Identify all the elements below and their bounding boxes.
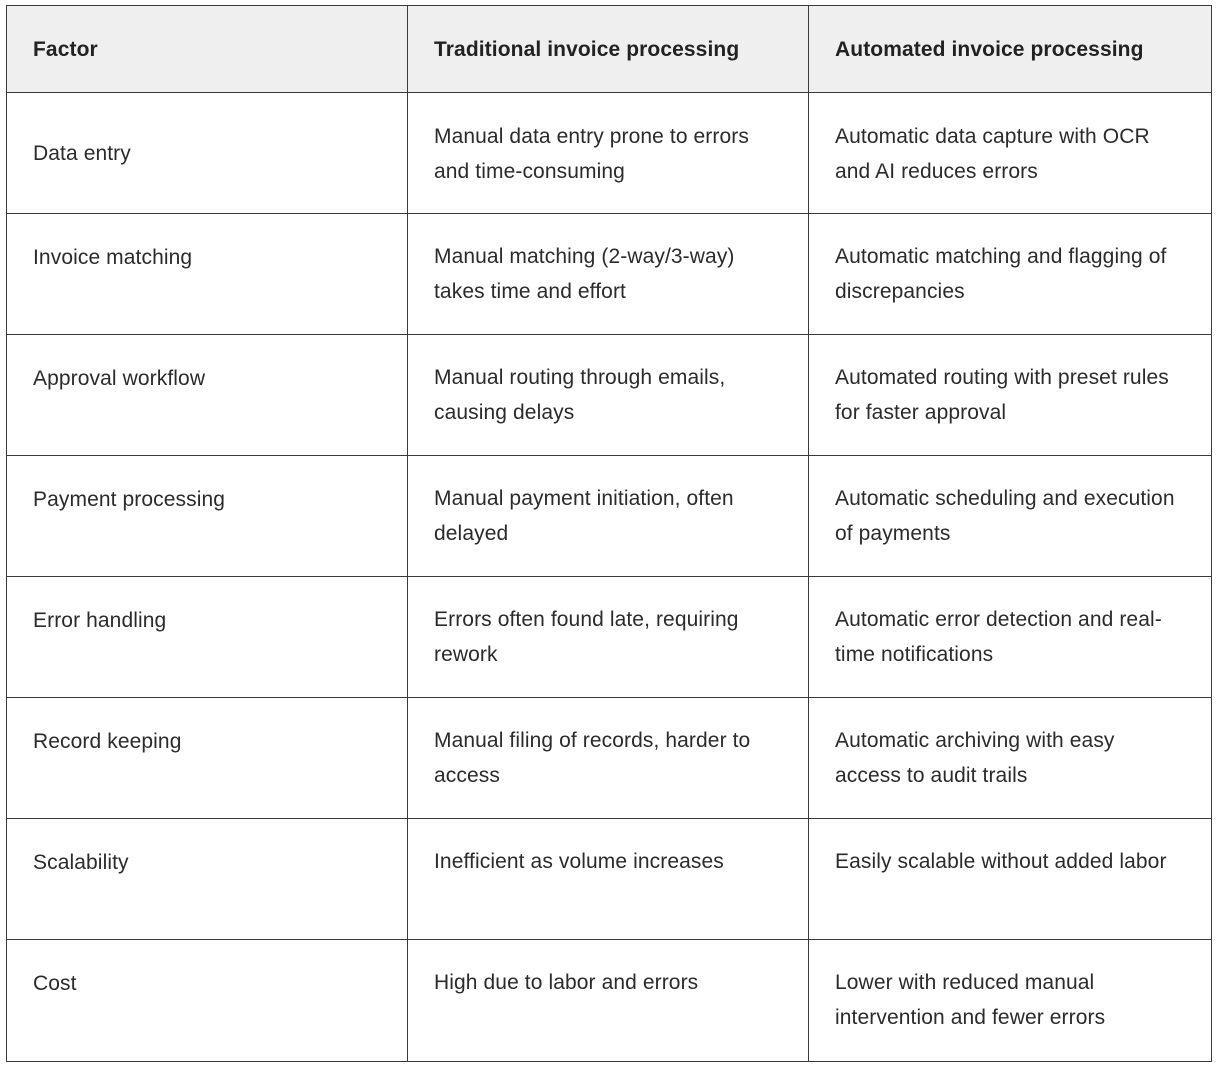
automated-cell: Automatic matching and flagging of discrepancies: [809, 214, 1212, 335]
automated-cell: Lower with reduced manual intervention and fewer errors: [809, 940, 1212, 1062]
table-row: [7, 940, 1212, 1062]
traditional-cell: Manual filing of records, harder to access: [408, 698, 809, 819]
table-row: [7, 819, 1212, 940]
header-automated: Automated invoice processing: [809, 6, 1212, 93]
factor-cell: Record keeping: [7, 698, 408, 819]
table-row: [7, 214, 1212, 335]
traditional-cell: Manual routing through emails, causing delays: [408, 335, 809, 456]
table-row: [7, 93, 1212, 214]
table-body: [7, 93, 1212, 1062]
comparison-table: [6, 5, 1212, 1062]
traditional-cell: Errors often found late, requiring rework: [408, 577, 809, 698]
header-row: [7, 6, 1212, 93]
factor-cell: Scalability: [7, 819, 408, 940]
header-factor: Factor: [7, 6, 408, 93]
factor-cell: Approval workflow: [7, 335, 408, 456]
table-header: [7, 6, 1212, 93]
automated-cell: Easily scalable without added labor: [809, 819, 1212, 940]
traditional-cell: Inefficient as volume increases: [408, 819, 809, 940]
factor-cell: Error handling: [7, 577, 408, 698]
automated-cell: Automatic data capture with OCR and AI reduces errors: [809, 93, 1212, 214]
factor-cell: Cost: [7, 940, 408, 1062]
table-row: [7, 577, 1212, 698]
automated-cell: Automatic error detection and real-time notifications: [809, 577, 1212, 698]
automated-cell: Automatic archiving with easy access to audit trails: [809, 698, 1212, 819]
factor-cell: Invoice matching: [7, 214, 408, 335]
table-row: [7, 335, 1212, 456]
factor-cell: Data entry: [7, 93, 408, 214]
traditional-cell: Manual data entry prone to errors and time-consuming: [408, 93, 809, 214]
traditional-cell: High due to labor and errors: [408, 940, 809, 1062]
automated-cell: Automated routing with preset rules for faster approval: [809, 335, 1212, 456]
table-row: [7, 456, 1212, 577]
factor-cell: Payment processing: [7, 456, 408, 577]
traditional-cell: Manual payment initiation, often delayed: [408, 456, 809, 577]
automated-cell: Automatic scheduling and execution of payments: [809, 456, 1212, 577]
traditional-cell: Manual matching (2-way/3-way) takes time and effort: [408, 214, 809, 335]
header-traditional: Traditional invoice processing: [408, 6, 809, 93]
table-row: [7, 698, 1212, 819]
